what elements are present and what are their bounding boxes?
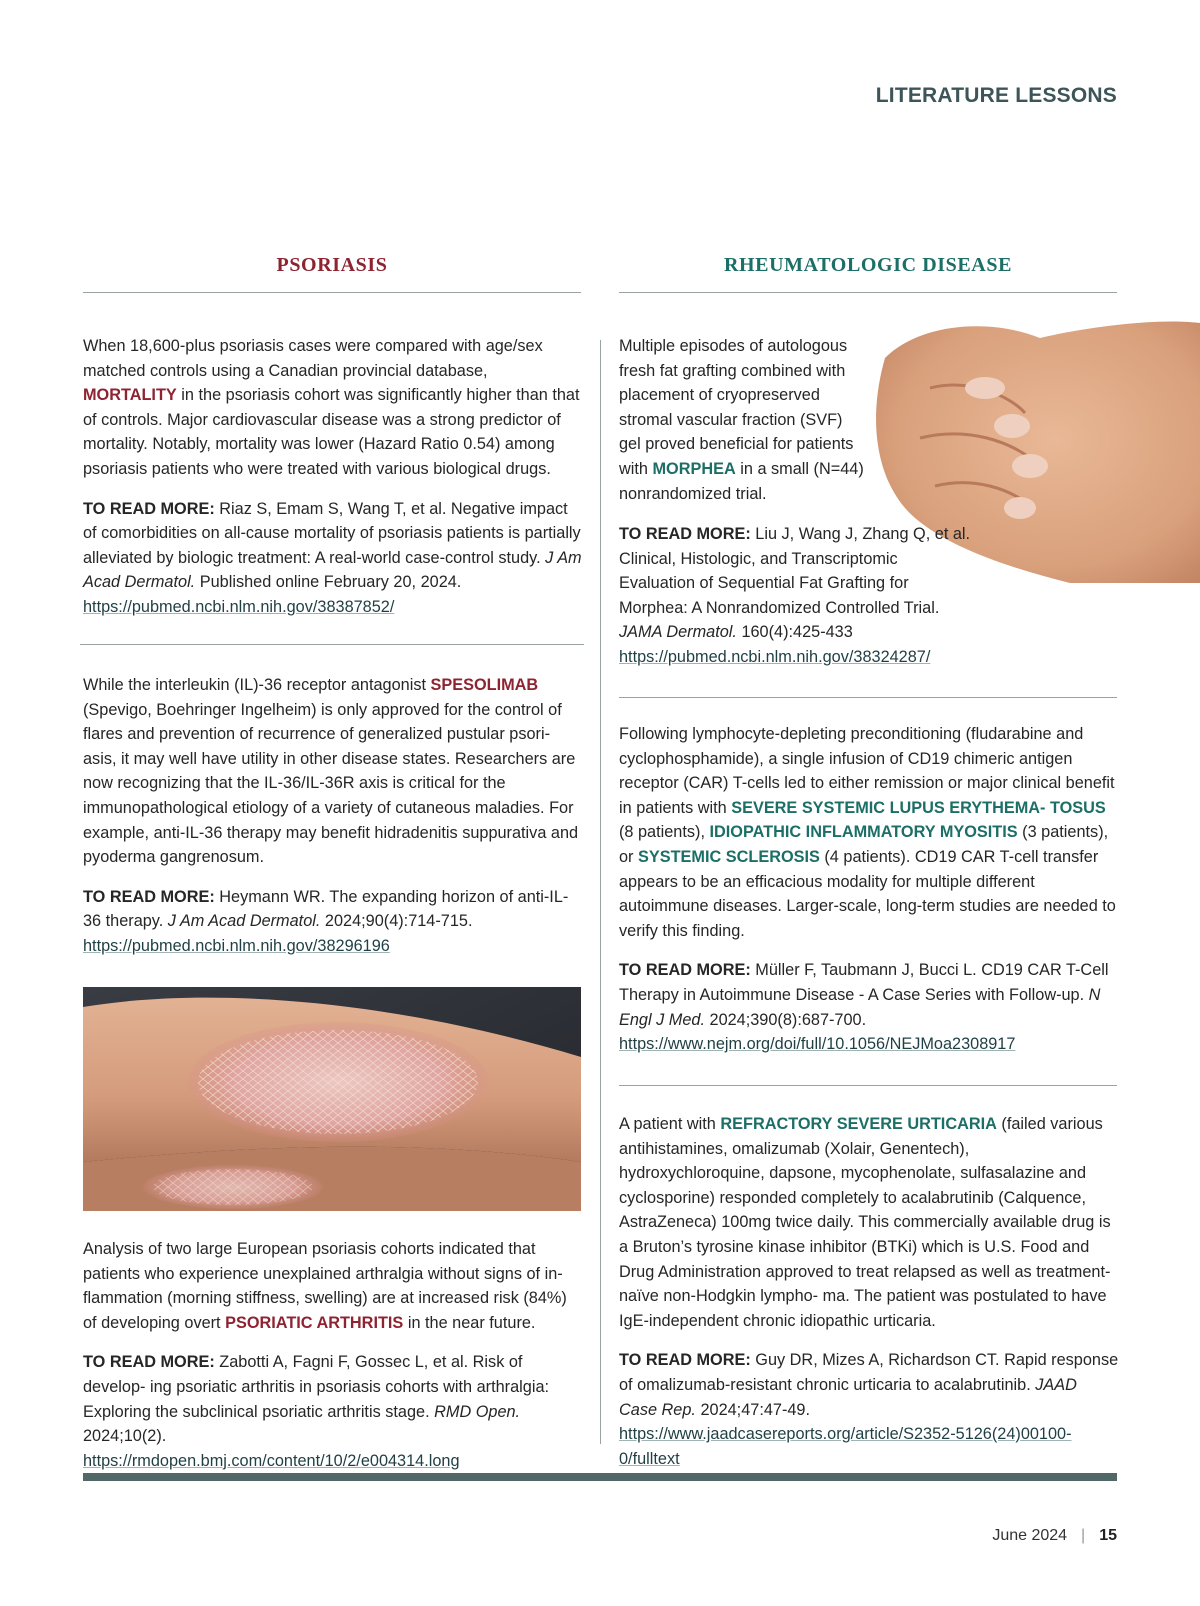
right-divider-1 [619, 697, 1117, 698]
issue-date: June 2024 [992, 1527, 1068, 1544]
reference-link[interactable]: https://pubmed.ncbi.nlm.nih.gov/38324287/ [619, 647, 931, 666]
section-header: LITERATURE LESSONS [875, 84, 1117, 107]
read-more-label: TO READ MORE: [83, 887, 215, 906]
reference-link[interactable]: https://www.nejm.org/doi/full/10.1056/NEJMoa2308917 [619, 1035, 1016, 1054]
body-text: When 18,600-plus psoriasis cases were compared with age/sex matched controls using a Canadian provincial database, [83, 337, 543, 380]
reference [83, 1350, 583, 1473]
body-text: (3 patients), or [619, 823, 1109, 866]
item-body [619, 1112, 1119, 1333]
footer-separator: | [1081, 1527, 1086, 1544]
psoriasis-arm-photo [83, 987, 581, 1211]
psoriasis-item-arthritis [83, 1237, 583, 1473]
reference-link[interactable]: https://rmdopen.bmj.com/content/10/2/e004314.long [83, 1451, 460, 1470]
reference [619, 1348, 1119, 1471]
journal-name: N Engl J Med. [619, 985, 1101, 1029]
footer-bar [83, 1473, 1117, 1481]
body-text: (failed various antihistamines, omalizumab (Xolair, Genentech), hydroxychloroquine, dapsone, mycophenolate, sulfasalazine and cyclosporine) responded completely to acalabrutinib (Calquence, AstraZeneca) 100mg twice daily. This commercially available drug is a Bruton’s tyrosine kinase inhibitor (BTKi) which is U.S. Food and Drug Administration approved to treat relapsed as well as treatment-naïve non-Hodgkin lympho- ma. The patient was postulated to have IgE-independent chronic idiopathic urticaria. [619, 1115, 1111, 1330]
item-body [83, 673, 583, 870]
keyword: MORTALITY [83, 386, 177, 405]
citation-text: Heymann WR. The expanding horizon of anti-IL-36 therapy. [83, 887, 569, 931]
citation-tail: 2024;90(4):714-715. [320, 912, 473, 931]
reference [619, 958, 1119, 1056]
reference [619, 522, 974, 670]
citation-text: Zabotti A, Fagni F, Gossec L, et al. Risk of develop- ing psoriatic arthritis in psoriasis cohorts with arthralgia: Exploring the subclinical psoriatic arthritis stage. [83, 1353, 550, 1421]
rheum-item-car-t [619, 722, 1119, 1057]
read-more-label: TO READ MORE: [83, 1353, 215, 1372]
read-more-label: TO READ MORE: [619, 961, 751, 980]
item-body [619, 334, 864, 506]
page-number: 15 [1099, 1527, 1117, 1544]
keyword: PSORIATIC ARTHRITIS [225, 1313, 404, 1332]
read-more-label: TO READ MORE: [83, 499, 215, 518]
reference-link[interactable]: https://pubmed.ncbi.nlm.nih.gov/38296196 [83, 936, 390, 955]
page-footer [992, 1527, 1117, 1545]
citation-text: Liu J, Wang J, Zhang Q, et al. Clinical, Histologic, and Transcriptomic Evaluation of Sequential Fat Grafting for Morphea: A Nonrandomized Controlled Trial. [619, 525, 971, 617]
citation-tail: 160(4):425-433 [736, 623, 853, 642]
psoriasis-arm-image [83, 987, 581, 1211]
body-text: in the psoriasis cohort was significantly higher than that of controls. Major cardiovascular disease was a strong predictor of mortality. Notably, mortality was lower (Hazard Ratio 0.54) among psoriasis patients who were treated with various biological drugs. [83, 386, 580, 478]
reference [83, 885, 583, 959]
journal-name: JAAD Case Rep. [619, 1375, 1077, 1419]
item-body [83, 1237, 583, 1335]
left-title-rule [83, 292, 581, 293]
keyword: REFRACTORY SEVERE URTICARIA [720, 1115, 997, 1133]
keyword: SEVERE SYSTEMIC LUPUS ERYTHEMA- TOSUS [731, 798, 1106, 817]
body-text: (4 patients). CD19 CAR T-cell transfer appears to be an efficacious modality for multiple different autoimmune diseases. Larger-scale, long-term studies are needed to verify this finding. [619, 847, 1116, 940]
citation-tail: 2024;390(8):687-700. [704, 1010, 867, 1029]
read-more-label: TO READ MORE: [619, 1351, 751, 1370]
rheum-item-morphea [619, 334, 864, 506]
citation-tail: Published online February 20, 2024. [195, 573, 462, 592]
left-divider-1 [80, 644, 584, 645]
body-text: Multiple episodes of autologous fresh fat grafting combined with placement of cryopreserved stromal vascular fraction (SVF) gel proved beneficial for patients with [619, 337, 854, 478]
item-body [619, 722, 1119, 943]
keyword: SPESOLIMAB [430, 676, 539, 694]
citation-tail: 2024;47:47-49. [695, 1400, 811, 1419]
rheumatologic-title: RHEUMATOLOGIC DISEASE [723, 254, 1013, 276]
psoriasis-title: PSORIASIS [276, 254, 388, 276]
keyword: IDIOPATHIC INFLAMMATORY MYOSITIS [709, 823, 1018, 842]
keyword: SYSTEMIC SCLEROSIS [638, 847, 820, 866]
body-text: Following lymphocyte-depleting preconditioning (fludarabine and cyclophosphamide), a single infusion of CD19 chimeric antigen receptor (CAR) T-cells led to either remission or major clinical benefit in patients with [619, 725, 1115, 817]
journal-name: JAMA Dermatol. [619, 623, 737, 642]
citation-tail: 2024;10(2). [83, 1427, 167, 1446]
body-text: While the interleukin (IL)-36 receptor antagonist [83, 676, 431, 694]
body-text: Analysis of two large European psoriasis cohorts indicated that patients who experience unexplained arthralgia without signs of in- flammation (morning stiffness, swelling) are at increased risk (84%) of developing overt [83, 1240, 567, 1332]
journal-name: J Am Acad Dermatol. [83, 548, 582, 592]
column-divider [600, 340, 601, 1444]
body-text: (8 patients), [619, 823, 710, 842]
right-divider-2 [619, 1085, 1117, 1086]
keyword: MORPHEA [652, 459, 736, 478]
journal-name: J Am Acad Dermatol. [167, 912, 321, 931]
reference [83, 497, 583, 620]
body-text: (Spevigo, Boehringer Ingelheim) is only approved for the control of flares and prevention of recurrence of generalized pustular psori- asis, it may well have utility in other disease states. Researchers are now recognizing that the IL-36/IL-36R axis is critical for the immunopathological etiology of a variety of cutaneous maladies. For example, anti-IL-36 therapy may benefit hidradenitis suppurativa and pyoderma gangrenosum. [83, 700, 579, 867]
rheum-item-urticaria [619, 1112, 1119, 1471]
psoriasis-item-mortality [83, 334, 583, 620]
body-text: A patient with [619, 1115, 721, 1133]
read-more-label: TO READ MORE: [619, 525, 751, 543]
rheum-item-morphea-reference [619, 522, 974, 670]
citation-text: Guy DR, Mizes A, Richardson CT. Rapid response of omalizumab-resistant chronic urticaria to acalabrutinib. [619, 1351, 1119, 1394]
body-text: in the near future. [403, 1313, 536, 1332]
item-body [83, 334, 583, 482]
reference-link[interactable]: https://pubmed.ncbi.nlm.nih.gov/38387852/ [83, 597, 395, 616]
right-title-rule [619, 292, 1117, 293]
reference-link[interactable]: https://www.jaadcasereports.org/article/S2352-5126(24)00100-0/fulltext [619, 1425, 1072, 1468]
journal-name: RMD Open. [434, 1402, 521, 1421]
psoriasis-item-spesolimab [83, 673, 583, 959]
citation-text: Riaz S, Emam S, Wang T, et al. Negative impact of comorbidities on all-cause mortality of psoriasis patients is partially alleviated by biologic treatment: A real-world case-control study. [83, 499, 581, 567]
citation-text: Müller F, Taubmann J, Bucci L. CD19 CAR T-Cell Therapy in Autoimmune Disease - A Case Series with Follow-up. [619, 961, 1109, 1004]
body-text: in a small (N=44) nonrandomized trial. [619, 459, 864, 503]
